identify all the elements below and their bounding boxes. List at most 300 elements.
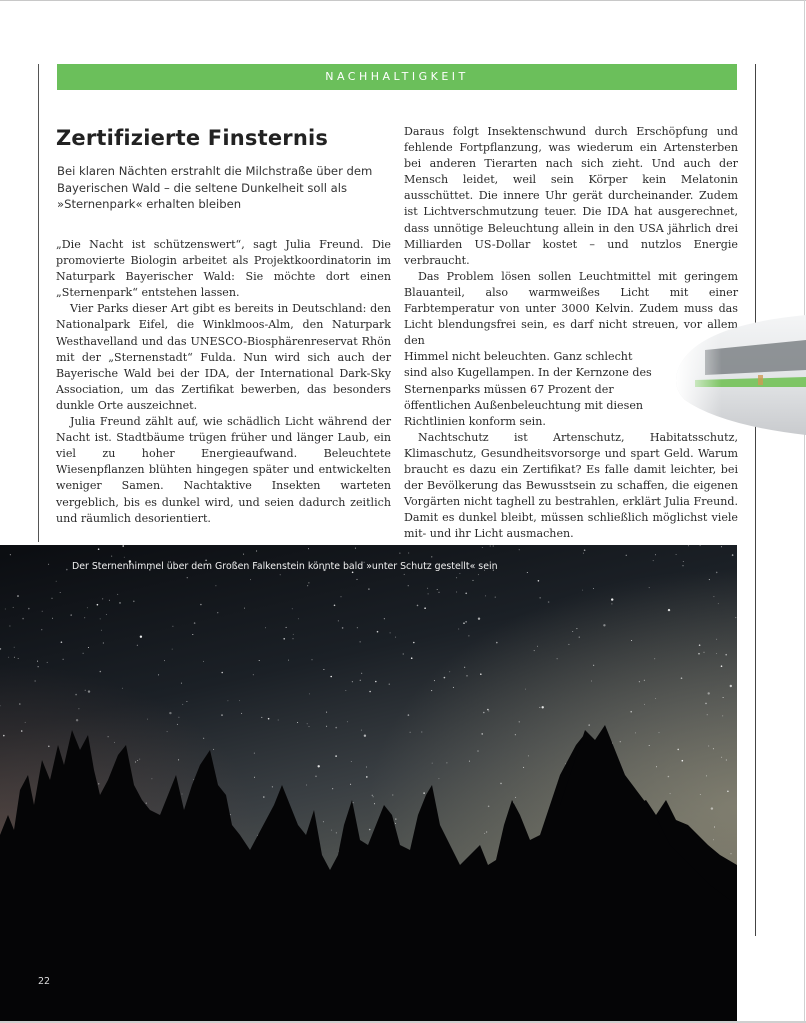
star	[261, 717, 262, 718]
star	[167, 731, 168, 732]
star	[61, 641, 63, 643]
star	[103, 643, 104, 644]
star	[500, 783, 502, 785]
star	[707, 714, 708, 715]
star	[377, 631, 379, 633]
star	[122, 688, 123, 689]
star	[13, 607, 14, 608]
section-header: NACHHALTIGKEIT	[57, 64, 737, 90]
star	[714, 827, 715, 828]
star	[122, 545, 124, 547]
star	[713, 596, 714, 597]
star	[437, 589, 438, 590]
star	[283, 638, 285, 640]
star	[265, 627, 266, 628]
star	[582, 590, 583, 591]
star	[704, 652, 705, 653]
star	[221, 714, 223, 716]
star	[630, 711, 632, 713]
star	[676, 554, 677, 555]
star	[478, 618, 480, 620]
star	[519, 549, 520, 550]
star	[449, 671, 450, 672]
star	[369, 691, 371, 693]
star	[345, 690, 346, 691]
star	[42, 611, 43, 612]
star	[681, 677, 683, 679]
star	[307, 723, 308, 724]
star	[19, 703, 21, 705]
star	[591, 681, 592, 682]
star	[456, 592, 457, 593]
star	[338, 620, 339, 621]
star	[477, 750, 479, 752]
star	[85, 690, 86, 691]
star	[466, 675, 468, 677]
paragraph: Julia Freund zählt auf, wie schädlich Licht während der Nacht ist. Stadtbäume trügen früher und länger Laub, ein viel zu hoher Energieaufwand. Beleuchtete Wiesenpflanzen blühten hingegen später und entwickelten weniger Samen. Nachtaktive Insekten warteten vergeblich, bis es dunkel wird, und seien dadurch zeitlich und räumlich desorientiert.	[56, 415, 391, 525]
star	[411, 657, 413, 659]
star	[353, 802, 354, 803]
star	[538, 580, 540, 582]
star	[323, 669, 324, 670]
star	[446, 762, 447, 763]
star	[298, 618, 299, 619]
star	[392, 795, 393, 796]
star	[473, 580, 474, 581]
star	[182, 704, 183, 705]
paragraph: Himmel nicht beleuchten. Ganz schlecht sind also Kugellampen. In der Kernzone des Sternenparks müssen 67 Prozent der öffentlichen Außenbeleuchtung mit diesen Richtlinien konform sein.	[404, 350, 652, 428]
star	[482, 547, 483, 548]
star	[468, 635, 469, 636]
photo-caption: Der Sternenhimmel über dem Großen Falkenstein könnte bald »unter Schutz gestellt« sein	[72, 561, 498, 572]
star	[711, 807, 713, 809]
star	[139, 759, 140, 760]
star	[297, 722, 298, 723]
star	[718, 603, 719, 604]
star	[439, 592, 440, 593]
star	[119, 602, 121, 604]
star	[341, 596, 342, 597]
star	[700, 794, 701, 795]
star	[708, 692, 710, 694]
star	[706, 775, 707, 776]
star	[480, 673, 482, 675]
star	[653, 560, 654, 561]
star	[192, 634, 193, 635]
star	[432, 763, 433, 764]
star	[164, 660, 165, 661]
star	[326, 712, 327, 713]
star	[659, 732, 660, 733]
star	[488, 711, 489, 712]
star	[106, 614, 107, 615]
star	[5, 609, 6, 610]
star	[431, 690, 432, 691]
star	[611, 603, 612, 604]
star	[323, 821, 324, 822]
star	[731, 853, 732, 854]
star	[708, 746, 709, 747]
star	[593, 665, 594, 666]
star	[352, 681, 353, 682]
star	[670, 793, 671, 794]
star	[635, 732, 636, 733]
star	[515, 734, 516, 735]
article-deck: Bei klaren Nächten erstrahlt die Milchstraße über dem Bayerischen Wald – die seltene Dunkelheit soll als »Sternenpark« erhalten bleiben	[57, 164, 373, 211]
paragraph: Daraus folgt Insektenschwund durch Erschöpfung und fehlende Fortpflanzung, was wiederum ein Artensterben bei anderen Tierarten nach sich zieht. Und auch der Mensch leidet, weil sein Körper kein Melatonin ausschüttet. Die innere Uhr gerät durcheinander. Zudem ist Lichtverschmutzung teuer. Die IDA hat ausgerechnet, dass unnötige Beleuchtung allein in den USA jährlich drei Milliarden US-Dollar kostet – und nutzlos Energie verbraucht.	[404, 125, 738, 267]
star	[18, 658, 19, 659]
star	[366, 776, 368, 778]
star	[108, 736, 109, 737]
star	[25, 722, 26, 723]
star	[326, 726, 327, 727]
star	[428, 593, 429, 594]
star	[221, 672, 223, 674]
star	[250, 579, 251, 580]
star	[215, 585, 216, 586]
star	[434, 680, 435, 681]
star	[292, 608, 293, 609]
star	[424, 607, 426, 609]
star	[528, 755, 529, 756]
star	[177, 724, 178, 725]
star	[488, 806, 490, 808]
star	[464, 667, 465, 668]
star	[525, 689, 526, 690]
star	[705, 703, 707, 705]
star	[395, 637, 396, 638]
star	[644, 704, 645, 705]
star	[485, 595, 486, 596]
star	[87, 607, 88, 608]
star	[254, 777, 255, 778]
star	[181, 683, 182, 684]
star	[306, 785, 307, 786]
star	[158, 674, 159, 675]
star	[722, 715, 723, 716]
star	[8, 657, 9, 658]
star	[523, 767, 524, 768]
star	[52, 618, 53, 619]
star	[309, 693, 310, 694]
star	[603, 624, 605, 626]
star	[355, 548, 356, 549]
star	[76, 719, 78, 721]
star	[101, 630, 102, 631]
article-column-left	[56, 237, 391, 527]
star	[213, 749, 214, 750]
star	[9, 626, 10, 627]
star	[351, 761, 352, 762]
star	[84, 617, 85, 618]
star	[463, 622, 465, 624]
star	[656, 766, 657, 767]
star	[10, 554, 11, 555]
star	[187, 577, 188, 578]
star	[332, 788, 333, 789]
star	[453, 687, 454, 688]
star	[408, 714, 410, 716]
star	[28, 608, 30, 610]
star	[360, 641, 361, 642]
star	[721, 546, 722, 547]
star	[263, 796, 265, 798]
star	[403, 654, 404, 655]
star	[146, 803, 147, 804]
star	[649, 745, 650, 746]
star	[361, 730, 362, 731]
paragraph: Vier Parks dieser Art gibt es bereits in Deutschland: den Nationalpark Eifel, die Winklmoos-Alm, den Naturpark Westhavelland und das UNESCO-Biosphärenreservat Rhön mit der „Sternenstadt“ Fulda. Nun wird sich auch der Bayerische Wald bei der IDA, der International Dark-Sky Association, um das Zertifikat bewerben, das besonders dunkle Orte auszeichnet.	[56, 302, 391, 412]
star	[194, 622, 196, 624]
star	[111, 556, 112, 557]
star	[413, 642, 415, 644]
star	[360, 680, 361, 681]
page-border-top	[0, 0, 806, 1]
star	[683, 561, 684, 562]
star	[557, 658, 558, 659]
star	[203, 738, 204, 739]
star	[169, 712, 171, 714]
star	[98, 783, 99, 784]
star	[408, 585, 409, 586]
star	[548, 601, 550, 603]
star	[593, 588, 594, 589]
star	[438, 778, 439, 779]
star	[644, 680, 645, 681]
star	[278, 720, 279, 721]
star	[487, 709, 489, 711]
star	[465, 593, 467, 595]
star	[427, 588, 428, 589]
star	[151, 778, 152, 779]
star	[469, 761, 470, 762]
star	[335, 755, 337, 757]
star	[253, 674, 254, 675]
star	[244, 608, 245, 609]
star	[481, 733, 483, 735]
star	[140, 636, 142, 638]
star	[182, 794, 183, 795]
star	[243, 554, 244, 555]
article-headline: Zertifizierte Finsternis	[56, 126, 329, 150]
star	[334, 605, 336, 607]
star	[70, 614, 72, 616]
star	[519, 721, 520, 722]
star	[683, 565, 684, 566]
star	[147, 719, 148, 720]
star	[375, 681, 377, 683]
paragraph: Das Problem lösen sollen Leuchtmittel mit geringem Blauanteil, also warmweißes Licht mit einer Farbtemperatur von unter 3000 Kelvin. Zudem muss das Licht blendungsfrei sein, es darf nicht streuen, vor allem den	[404, 269, 738, 348]
star	[336, 832, 337, 833]
star	[88, 647, 89, 648]
star	[137, 760, 138, 761]
star	[572, 631, 573, 632]
star	[395, 823, 396, 824]
star	[486, 832, 487, 833]
star	[408, 553, 409, 554]
star	[611, 598, 613, 600]
star	[431, 556, 432, 557]
star	[178, 759, 179, 760]
star	[668, 776, 670, 778]
star	[200, 604, 202, 606]
star	[527, 572, 528, 573]
star	[52, 598, 53, 599]
star	[307, 585, 308, 586]
star	[390, 632, 391, 633]
star	[677, 749, 679, 751]
star	[109, 600, 110, 601]
star	[124, 557, 125, 558]
train-image	[660, 305, 806, 445]
star	[38, 666, 39, 667]
star	[483, 712, 485, 714]
star	[682, 760, 684, 762]
star	[186, 701, 187, 702]
star	[515, 797, 516, 798]
star	[399, 553, 400, 554]
star	[308, 548, 309, 549]
star	[721, 757, 722, 758]
page-border-right	[804, 0, 805, 1023]
star	[539, 707, 540, 708]
star	[725, 654, 727, 656]
star	[133, 601, 135, 603]
star	[369, 829, 371, 831]
star	[288, 660, 289, 661]
star	[217, 612, 218, 613]
star	[655, 698, 656, 699]
star	[423, 792, 425, 794]
star	[203, 661, 204, 662]
star	[620, 741, 621, 742]
star	[465, 621, 467, 623]
star	[654, 658, 655, 659]
star	[312, 659, 313, 660]
star	[721, 665, 723, 667]
paragraph: „Die Nacht ist schützenswert“, sagt Julia Freund. Die promovierte Biologin arbeitet als Projektkoordinatorin im Naturpark Bayerischer Wald: Sie möchte dort einen „Sternenpark“ entstehen lassen.	[56, 238, 391, 300]
star	[626, 555, 627, 556]
star	[716, 653, 717, 654]
star	[102, 598, 103, 599]
star	[631, 640, 632, 641]
star	[17, 595, 19, 597]
star	[542, 706, 544, 708]
star	[342, 627, 344, 629]
star	[259, 660, 260, 661]
star	[668, 609, 670, 611]
star	[37, 661, 38, 662]
star	[649, 587, 650, 588]
column-rule-right	[755, 64, 756, 936]
star	[48, 746, 50, 748]
star	[241, 713, 242, 714]
star	[75, 694, 77, 696]
star	[56, 581, 57, 582]
star	[366, 767, 367, 768]
star	[493, 546, 494, 547]
star	[227, 700, 228, 701]
star	[478, 574, 479, 575]
star	[280, 574, 281, 575]
star	[484, 833, 485, 834]
star	[373, 796, 374, 797]
star	[421, 732, 422, 733]
star	[308, 582, 309, 583]
star	[404, 574, 405, 575]
star	[389, 684, 390, 685]
star	[135, 762, 136, 763]
star	[347, 721, 348, 722]
star	[735, 617, 736, 618]
star	[88, 690, 90, 692]
star	[172, 649, 173, 650]
star	[730, 685, 732, 687]
star	[172, 626, 173, 627]
star	[256, 551, 257, 552]
star	[21, 730, 23, 732]
star	[309, 726, 310, 727]
star	[100, 671, 102, 673]
star	[41, 629, 42, 630]
star	[178, 717, 179, 718]
star	[48, 564, 49, 565]
star	[239, 700, 240, 701]
star	[639, 681, 640, 682]
star	[713, 748, 714, 749]
star	[384, 618, 385, 619]
star	[496, 642, 498, 644]
star	[35, 681, 36, 682]
star	[114, 742, 115, 743]
star	[47, 662, 48, 663]
star	[272, 786, 273, 787]
star	[727, 791, 729, 793]
star	[723, 697, 724, 698]
star	[576, 628, 577, 629]
star	[330, 676, 332, 678]
star	[495, 597, 496, 598]
star	[254, 753, 255, 754]
star	[458, 629, 459, 630]
star	[3, 735, 5, 737]
star	[368, 588, 370, 590]
star	[361, 673, 362, 674]
star	[372, 795, 373, 796]
star	[117, 594, 118, 595]
star	[540, 597, 541, 598]
star	[700, 545, 701, 546]
star	[357, 627, 358, 628]
star	[293, 638, 294, 639]
star	[286, 627, 287, 628]
star	[713, 839, 714, 840]
star	[100, 618, 101, 619]
star	[490, 546, 491, 547]
star	[655, 554, 656, 555]
star	[293, 634, 294, 635]
star	[83, 653, 84, 654]
star	[716, 572, 718, 574]
star	[66, 569, 68, 571]
star	[22, 618, 24, 620]
star	[331, 830, 332, 831]
star	[444, 677, 446, 679]
star	[268, 718, 270, 720]
column-rule-left	[38, 64, 39, 542]
star	[699, 644, 701, 646]
star	[709, 579, 710, 580]
